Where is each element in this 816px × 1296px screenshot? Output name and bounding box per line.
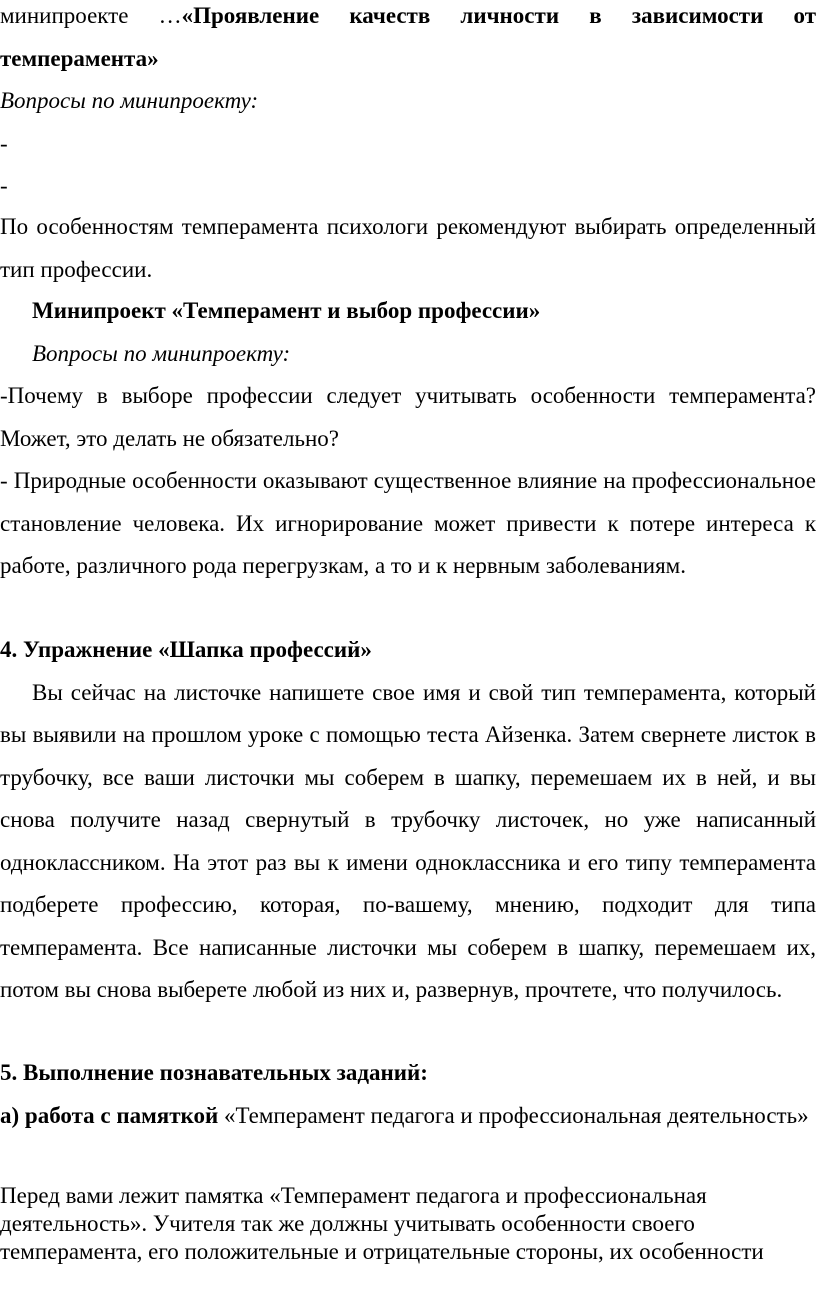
section-5-heading: 5. Выполнение познавательных заданий:	[0, 1060, 428, 1085]
miniproject-1	[0, 0, 816, 208]
section-4-heading: 4. Упражнение «Шапка профессий»	[0, 637, 372, 662]
miniproject-2-answer-1: - Природные особенности оказывают существенное влияние на профессиональное становление человека. Их игнорирование может привести к потере интереса к работе, различного рода перегрузкам, а то и к нервным заболеваниям.	[0, 468, 816, 578]
section-5-subheading-bold: а) работа с памяткой	[0, 1102, 219, 1128]
profession-note	[0, 206, 816, 291]
miniproject-2-question-1: -Почему в выборе профессии следует учитывать особенности темперамента? Может, это делать не обязательно?	[0, 383, 816, 451]
miniproject-1-dash-1: -	[0, 130, 8, 156]
memo-paragraph	[0, 1182, 816, 1266]
section-5-subheading-rest: «Темперамент педагога и профессиональная деятельность»	[224, 1102, 809, 1128]
miniproject-1-questions: Вопросы по минипроекту:	[0, 88, 259, 113]
miniproject-1-lead: минипроекте …	[0, 3, 182, 28]
section-5-subheading	[0, 1095, 816, 1138]
profession-note-text: По особенностям темперамента психологи рекомендуют выбирать определенный тип профессии.	[0, 214, 816, 282]
memo-paragraph-text: Перед вами лежит памятка «Темперамент педагога и профессиональная деятельность». Учителя так же должны учитывать особенности своего темперамента, его положительные и отрицательные стороны, их особенности	[0, 1183, 764, 1264]
miniproject-1-title-paragraph	[0, 0, 816, 80]
miniproject-2-title: Минипроект «Темперамент и выбор профессии»	[32, 298, 541, 323]
section-5	[0, 1052, 816, 1137]
miniproject-2	[0, 290, 816, 588]
miniproject-2-questions: Вопросы по минипроекту:	[32, 340, 291, 366]
section-4-text: Вы сейчас на листочке напишете свое имя и свой тип темперамента, который вы выявили на прошлом уроке с помощью теста Айзенка. Затем свернете листок в трубочку, все ваши листочки мы соберем в шапку, перемешаем их в ней, и вы снова получите назад свернутый в трубочку листочек, но уже написанный одноклассником. На этот раз вы к имени одноклассника и его типу темперамента подберете профессию, которая, по-вашему, мнению, подходит для типа темперамента. Все написанные листочки мы соберем в шапку, перемешаем их, потом вы снова выберете любой из них и, развернув, прочтете, что получилось.	[0, 679, 816, 1002]
section-4	[0, 629, 816, 1012]
miniproject-1-title: «Проявление качеств личности в зависимости от темперамента»	[0, 3, 816, 71]
miniproject-1-dash-2: -	[0, 173, 8, 198]
